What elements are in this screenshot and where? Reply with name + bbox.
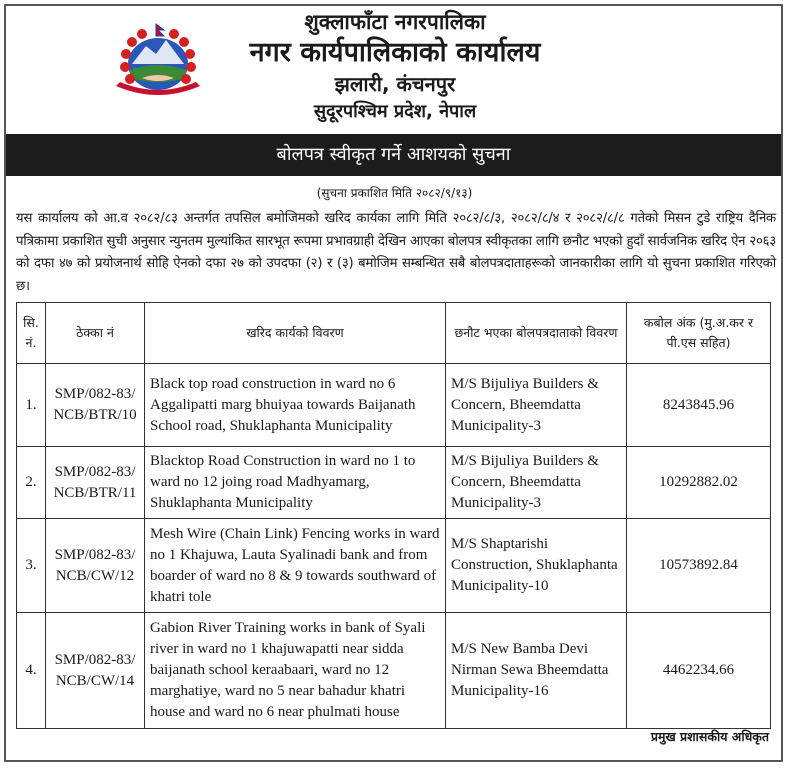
row-sn: 1. bbox=[17, 364, 46, 447]
row-contract-no: SMP/082-83/ NCB/BTR/10 bbox=[46, 364, 145, 447]
header-contract-no: ठेक्का नं bbox=[46, 303, 145, 364]
signatory: प्रमुख प्रशासकीय अधिकृत bbox=[650, 729, 769, 744]
row-amount: 4462234.66 bbox=[627, 613, 771, 729]
row-sn: 3. bbox=[17, 519, 46, 613]
row-sn: 2. bbox=[17, 447, 46, 519]
letterhead bbox=[0, 0, 789, 140]
header-bidder: छनौट भएका बोलपत्रदाताको विवरण bbox=[446, 303, 627, 364]
table-row bbox=[17, 447, 771, 519]
row-description: Black top road construction in ward no 6 Aggalipatti marg bhuiyaa towards Baijanath School road, Shuklaphanta Municipality bbox=[145, 364, 446, 447]
row-description: Blacktop Road Construction in ward no 1 to ward no 12 joing road Madhyamarg, Shuklaphanta Municipality bbox=[145, 447, 446, 519]
row-bidder: M/S New Bamba Devi Nirman Sewa Bheemdatta Municipality-16 bbox=[446, 613, 627, 729]
row-amount: 10292882.02 bbox=[627, 447, 771, 519]
table-row bbox=[17, 364, 771, 447]
row-contract-no: SMP/082-83/ NCB/CW/12 bbox=[46, 519, 145, 613]
header-description: खरिद कार्यको विवरण bbox=[145, 303, 446, 364]
row-description: Mesh Wire (Chain Link) Fencing works in ward no 1 Khajuwa, Lauta Syalinadi bank and from boarder of ward no 8 & 9 towards southward of khatri tole bbox=[145, 519, 446, 613]
office-location: झलारी, कंचनपुर bbox=[334, 72, 456, 96]
notice-body: यस कार्यालय को आ.व २०८२/८३ अन्तर्गत तपसिल बमोजिमको खरिद कार्यका लागि मिति २०८२/८/३, २०८२/८/४ र २०८२/८/८ गतेको मिसन टुडे राष्ट्रिय दैनिक पत्रिकामा प्रकाशित सुची अनुसार न्युनतम मुल्यांकित सारभूत रूपमा प्रभावग्राही देखिन आएका बोलपत्र स्वीकृतका लागि छनौट भएको हुदाँ सार्वजनिक खरिद ऐन २०६३ को दफा ४७ को प्रयोजनार्थ सोहि ऐनको दफा २७ को उपदफा (२) र (३) बमोजिम सम्बन्धित सबै बोलपत्रदाताहरूको जानकारीका लागि यो सुचना प्रकाशित गरिएको छ। bbox=[16, 211, 776, 294]
published-date: (सुचना प्रकाशित मिति २०८२/९/१३) bbox=[316, 186, 473, 200]
municipality-name: शुक्लाफाँटा नगरपालिका bbox=[304, 10, 486, 34]
row-bidder: M/S Bijuliya Builders & Concern, Bheemdatta Municipality-3 bbox=[446, 364, 627, 447]
row-sn: 4. bbox=[17, 613, 46, 729]
row-description: Gabion River Training works in bank of Syali river in ward no 1 khajuwapatti near sidda baijanath school keraabaari, ward no 12 marghatiye, ward no 5 near bahadur khatri house and ward no 6 near phulmati house bbox=[145, 613, 446, 729]
row-amount: 8243845.96 bbox=[627, 364, 771, 447]
table-header-row bbox=[17, 303, 771, 364]
selected-bids-table bbox=[16, 302, 771, 729]
notice-title: बोलपत्र स्वीकृत गर्ने आशयको सुचना bbox=[276, 144, 511, 165]
row-contract-no: SMP/082-83/ NCB/CW/14 bbox=[46, 613, 145, 729]
notice-title-banner bbox=[6, 134, 781, 176]
header-sn: सि. नं. bbox=[17, 303, 46, 364]
row-bidder: M/S Bijuliya Builders & Concern, Bheemdatta Municipality-3 bbox=[446, 447, 627, 519]
row-amount: 10573892.84 bbox=[627, 519, 771, 613]
table-row bbox=[17, 613, 771, 729]
province-name: सुदूरपश्चिम प्रदेश, नेपाल bbox=[313, 101, 477, 122]
nepal-emblem-icon bbox=[112, 20, 204, 102]
header-amount: कबोल अंक (मु.अ.कर र पी.एस सहित) bbox=[627, 303, 771, 364]
table-row bbox=[17, 519, 771, 613]
office-name: नगर कार्यपालिकाको कार्यालय bbox=[249, 37, 541, 68]
row-bidder: M/S Shaptarishi Construction, Shuklaphanta Municipality-10 bbox=[446, 519, 627, 613]
row-contract-no: SMP/082-83/ NCB/BTR/11 bbox=[46, 447, 145, 519]
